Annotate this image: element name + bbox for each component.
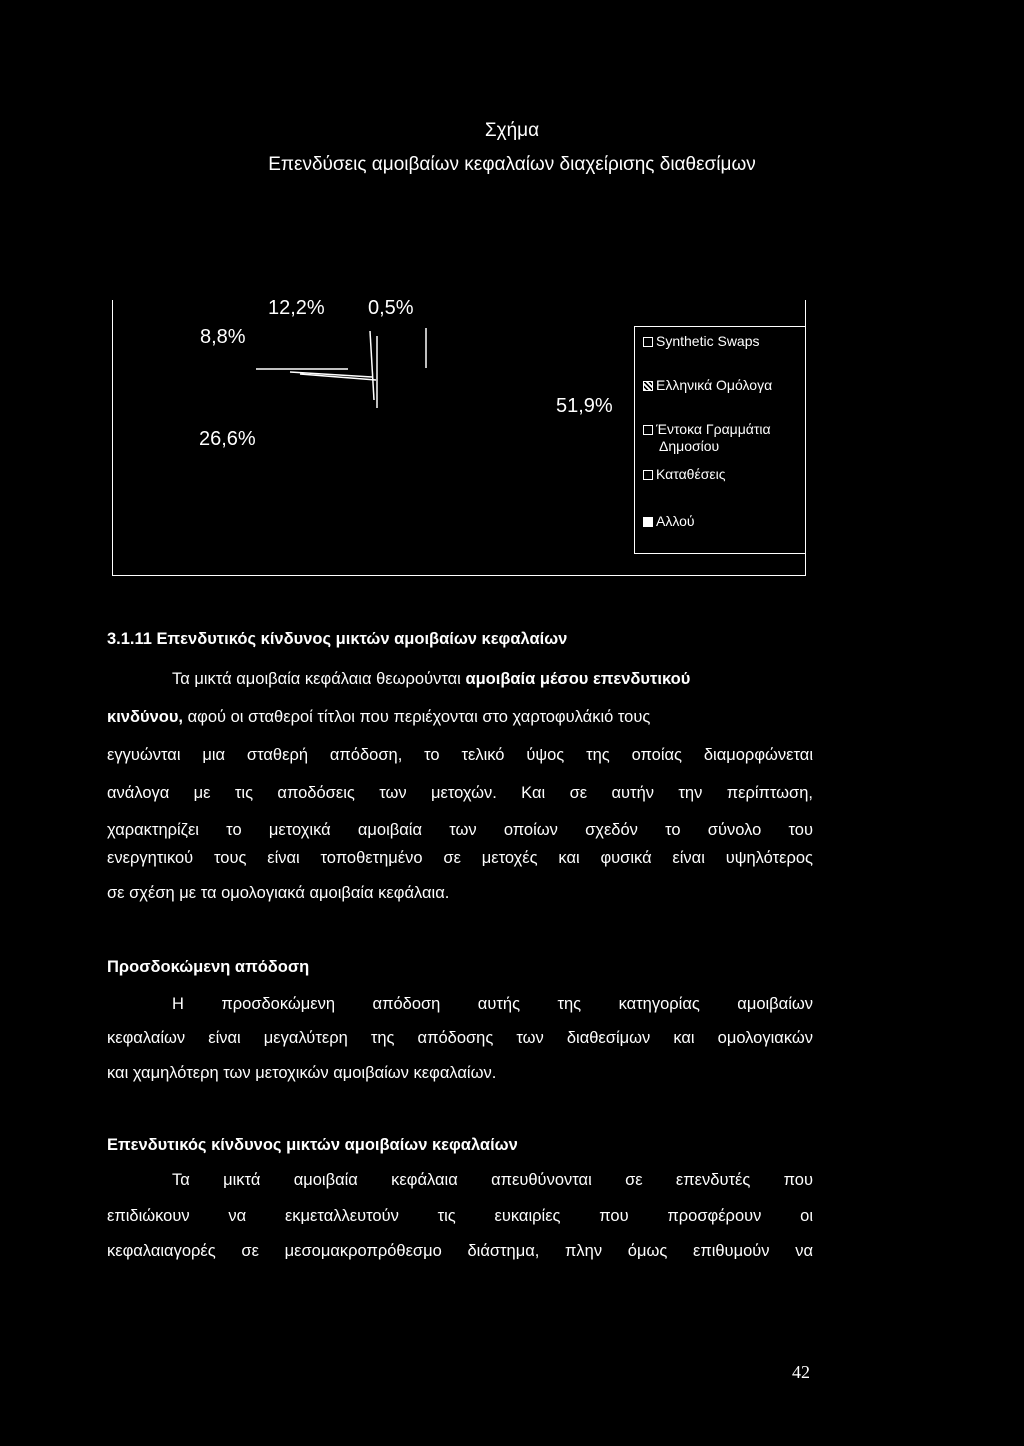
legend-item-other: Αλλού bbox=[643, 513, 695, 530]
slice-label-51-9: 51,9% bbox=[556, 395, 613, 417]
paragraph-line: ενεργητικού τους είναι τοποθετημένο σε μετοχές και φυσικά είναι υψηλότερος bbox=[107, 849, 813, 867]
paragraph-line: εγγυώνται μια σταθερή απόδοση, το τελικό ύψος της οποίας διαμορφώνεται bbox=[107, 746, 813, 764]
legend-swatch-outline-icon bbox=[643, 425, 653, 435]
slice-label-8-8: 8,8% bbox=[200, 326, 246, 348]
paragraph-line: και χαμηλότερη των μετοχικών αμοιβαίων κεφαλαίων. bbox=[107, 1064, 497, 1082]
legend-swatch-hatched-icon bbox=[643, 381, 653, 391]
pie-chart bbox=[0, 0, 1024, 600]
legend-item-treasury-bills: Έντοκα Γραμμάτια Δημοσίου bbox=[643, 421, 771, 455]
legend-item-greek-bonds: Ελληνικά Ομόλογα bbox=[643, 377, 772, 394]
legend-item-deposits: Καταθέσεις bbox=[643, 466, 725, 483]
paragraph-line: Τα μικτά αμοιβαία κεφάλαια θεωρούνται αμοιβαία μέσου επενδυτικού bbox=[172, 670, 691, 688]
legend-swatch-outline-icon bbox=[643, 337, 653, 347]
paragraph-line: κινδύνου, αφού οι σταθεροί τίτλοι που περιέχονται στο χαρτοφυλάκιό τους bbox=[107, 708, 651, 726]
figure-title: Επενδύσεις αμοιβαίων κεφαλαίων διαχείρισης διαθεσίμων bbox=[268, 154, 756, 175]
paragraph-line: Η προσδοκώμενη απόδοση αυτής της κατηγορίας αμοιβαίων bbox=[172, 995, 813, 1013]
slice-label-12-2: 12,2% bbox=[268, 297, 325, 319]
legend-swatch-filled-icon bbox=[643, 517, 653, 527]
legend-swatch-outline-icon bbox=[643, 470, 653, 480]
paragraph-line: χαρακτηρίζει το μετοχικά αμοιβαία των οποίων σχεδόν το σύνολο του bbox=[107, 821, 813, 839]
paragraph-line: κεφαλαίων είναι μεγαλύτερη της απόδοσης των διαθεσίμων και ομολογιακών bbox=[107, 1029, 813, 1047]
leader-line-12-2 bbox=[370, 331, 374, 400]
page-number: 42 bbox=[792, 1362, 810, 1382]
paragraph-line: κεφαλαιαγορές σε μεσομακροπρόθεσμο διάστημα, πλην όμως επιθυμούν να bbox=[107, 1242, 813, 1260]
slice-label-0-5: 0,5% bbox=[368, 297, 414, 319]
paragraph-line: σε σχέση με τα ομολογιακά αμοιβαία κεφάλαια. bbox=[107, 884, 450, 902]
slice-label-26-6: 26,6% bbox=[199, 428, 256, 450]
section-heading-mixed-fund-risk: 3.1.11 Επενδυτικός κίνδυνος μικτών αμοιβαίων κεφαλαίων bbox=[107, 630, 568, 648]
section-heading-investment-risk: Επενδυτικός κίνδυνος μικτών αμοιβαίων κεφαλαίων bbox=[107, 1136, 518, 1154]
pie-leader-lines bbox=[0, 0, 1024, 600]
paragraph-line: επιδιώκουν να εκμεταλλευτούν τις ευκαιρίες που προσφέρουν οι bbox=[107, 1207, 813, 1225]
figure-caption: Σχήμα bbox=[484, 120, 540, 141]
chart-legend bbox=[634, 326, 806, 554]
section-heading-expected-return: Προσδοκώμενη απόδοση bbox=[107, 958, 310, 976]
legend-item-synthetic-swaps: Synthetic Swaps bbox=[643, 333, 760, 350]
paragraph-line: ανάλογα με τις αποδόσεις των μετοχών. Και σε αυτήν την περίπτωση, bbox=[107, 784, 813, 802]
paragraph-line: Τα μικτά αμοιβαία κεφάλαια απευθύνονται σε επενδυτές που bbox=[172, 1171, 813, 1189]
